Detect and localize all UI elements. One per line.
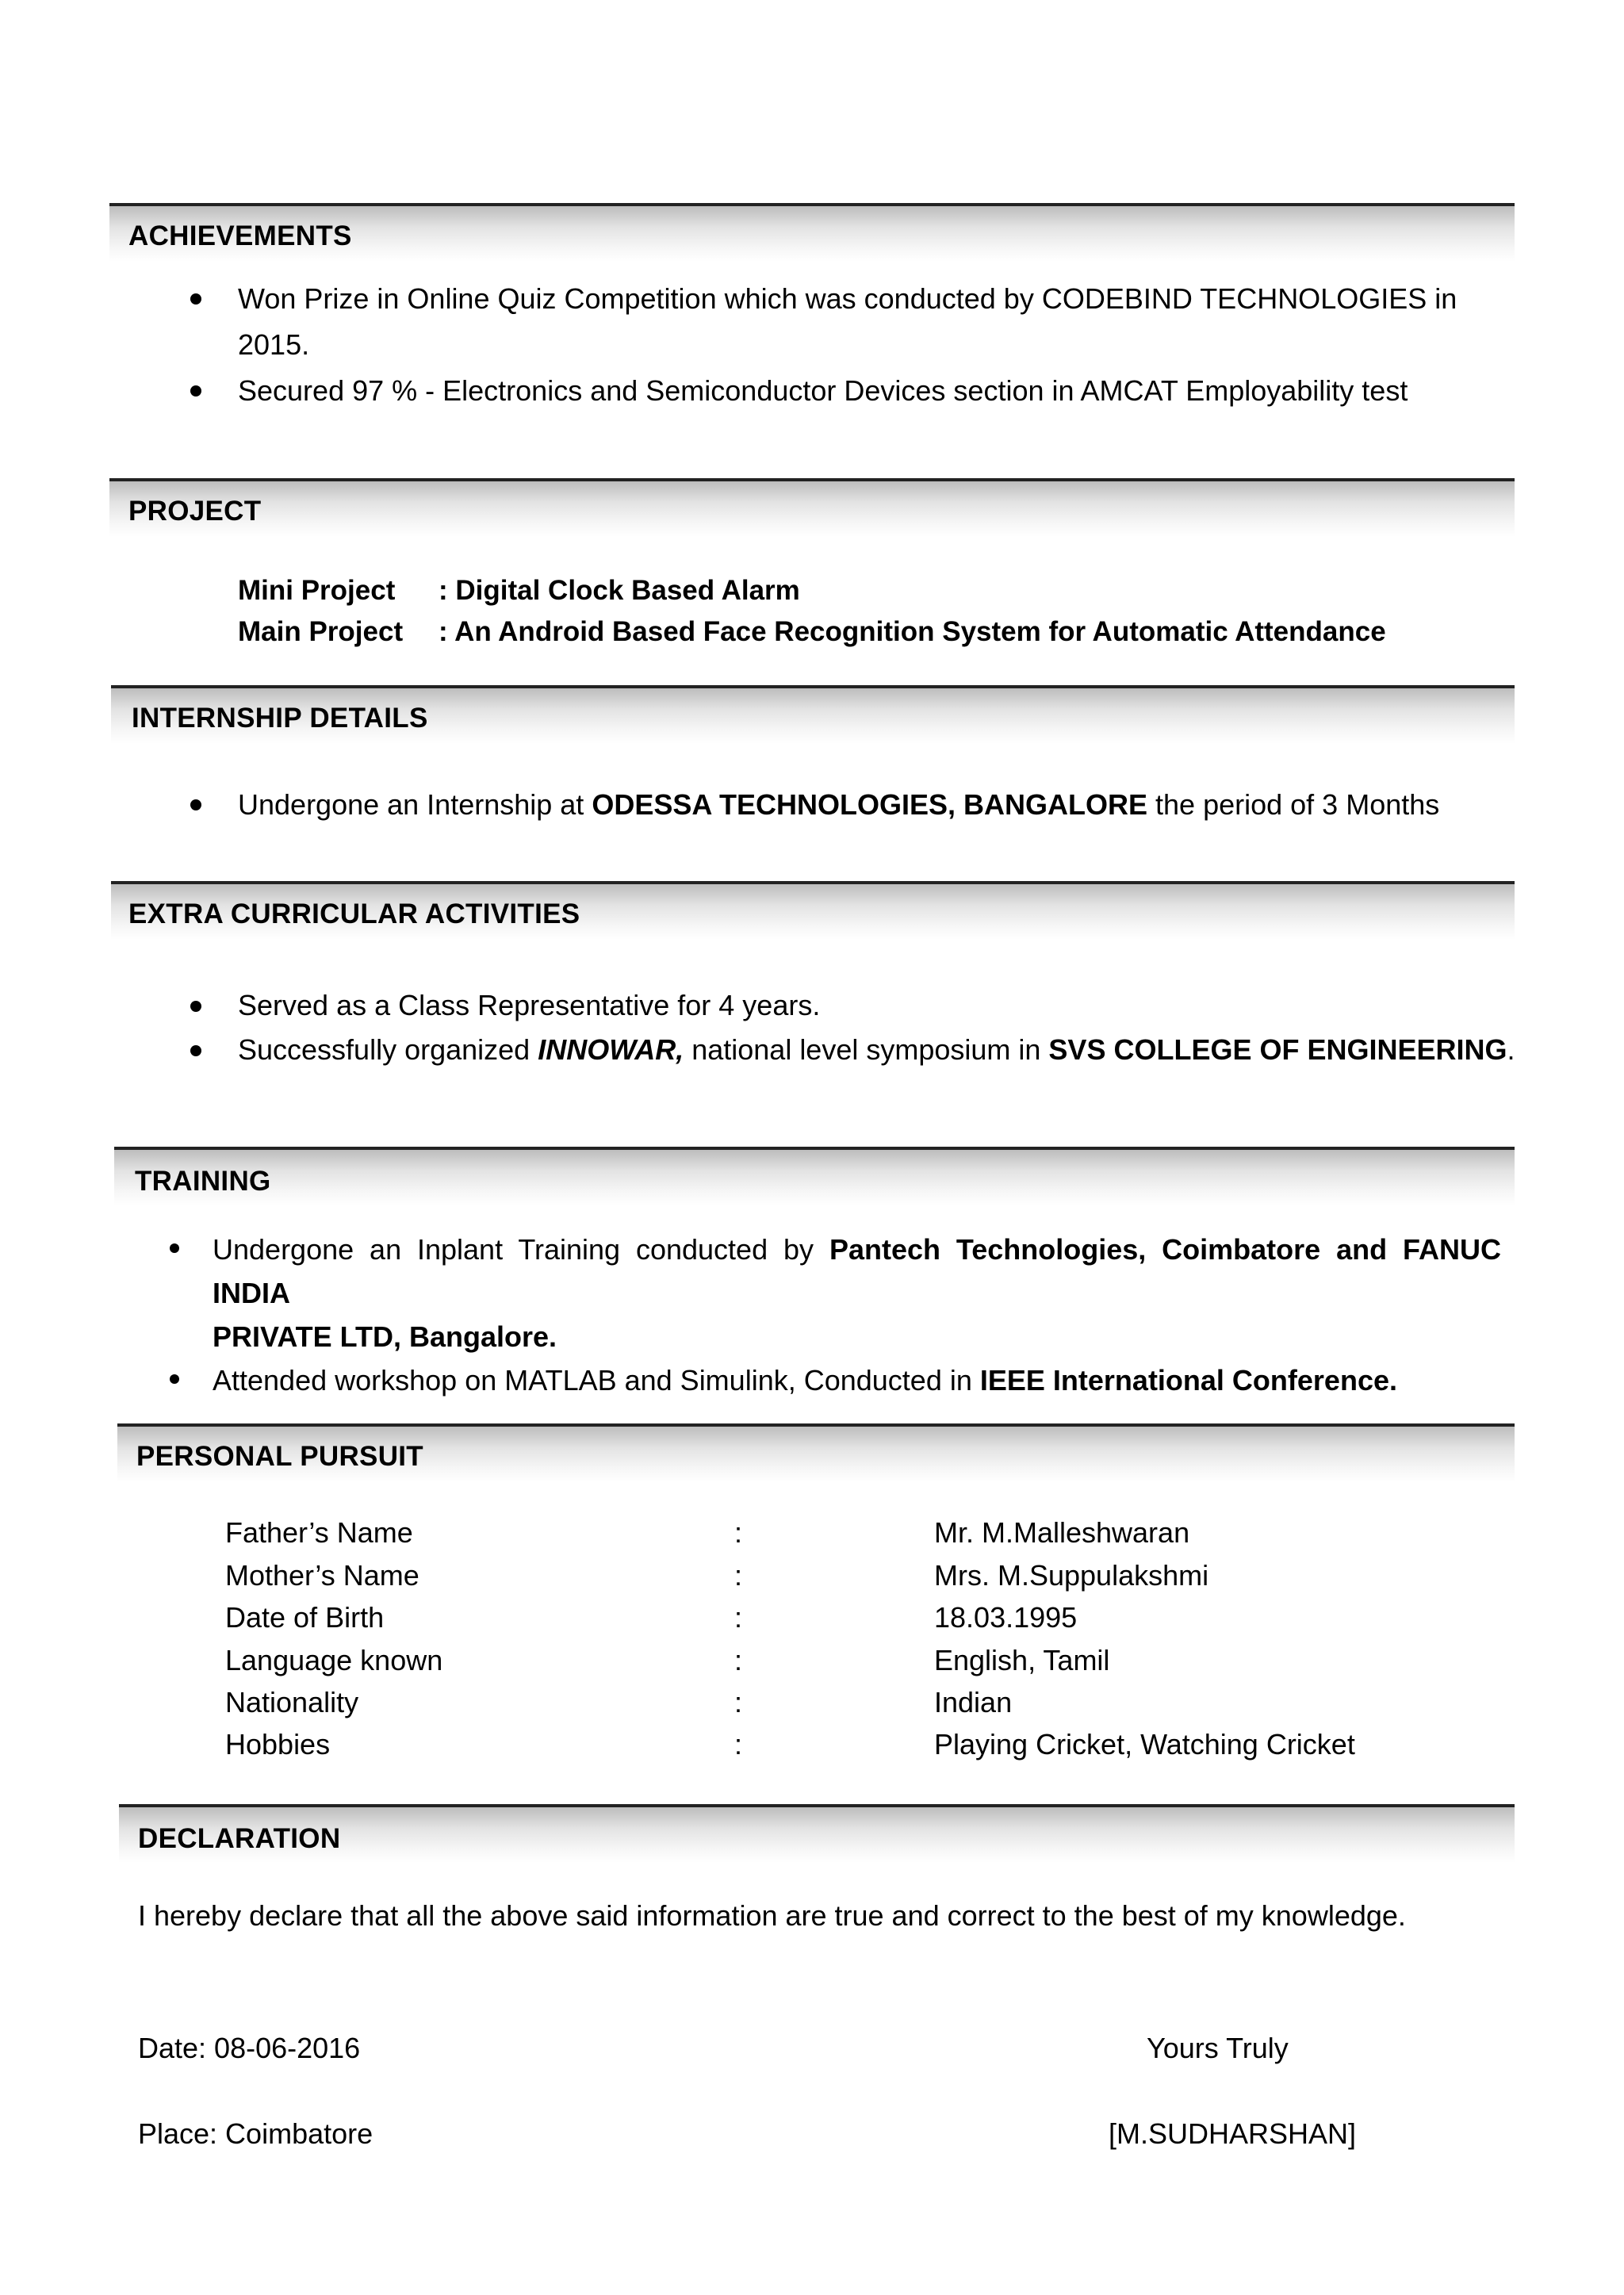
college-name: SVS COLLEGE OF ENGINEERING — [1048, 1033, 1507, 1066]
achievement-1-line1: Won Prize in Online Quiz Competition which was conducted by CODEBIND TECHNOLOGIES in — [238, 282, 1457, 315]
nationality-label: Nationality — [225, 1686, 359, 1718]
row-colon: : — [734, 1728, 743, 1761]
mini-project-label: Mini Project — [238, 575, 396, 606]
achievements-list — [238, 276, 1507, 414]
hobbies-value: Playing Cricket, Watching Cricket — [934, 1728, 1355, 1761]
language-label: Language known — [225, 1644, 443, 1676]
training-2-conference: IEEE International Conference. — [979, 1364, 1397, 1397]
declaration-signature: [M.SUDHARSHAN] — [1109, 2117, 1357, 2150]
main-project-value: : An Android Based Face Recognition System for Automatic Attendance — [439, 616, 1386, 647]
dob-value: 18.03.1995 — [934, 1601, 1078, 1634]
list-item — [213, 1228, 1501, 1358]
achievements-title: ACHIEVEMENTS — [128, 220, 352, 251]
mother-name-label: Mother’s Name — [225, 1559, 419, 1592]
mother-name-value: Mrs. M.Suppulakshmi — [934, 1559, 1209, 1592]
row-colon: : — [734, 1516, 743, 1549]
declaration-title: DECLARATION — [138, 1823, 341, 1854]
list-item — [238, 368, 1507, 414]
list-item — [238, 983, 1507, 1028]
internship-company: ODESSA TECHNOLOGIES, BANGALORE — [592, 788, 1148, 821]
list-item — [238, 782, 1507, 828]
declaration-place: Place: Coimbatore — [138, 2117, 373, 2150]
training-1-companies: Pantech Technologies, Coimbatore and FANUC INDIA — [213, 1233, 1501, 1309]
personal-row-mother — [225, 1554, 1415, 1597]
achievement-2-text: Secured 97 % - Electronics and Semiconductor Devices section in AMCAT Employability test — [238, 374, 1408, 407]
training-header-band — [114, 1147, 1515, 1205]
personal-row-dob — [225, 1596, 1415, 1639]
list-item — [238, 276, 1507, 368]
list-item — [238, 1028, 1515, 1072]
personal-title: PERSONAL PURSUIT — [136, 1441, 423, 1472]
internship-text-pre: Undergone an Internship at — [238, 788, 592, 821]
symposium-name: INNOWAR, — [538, 1033, 684, 1066]
training-list — [213, 1228, 1501, 1402]
father-name-value: Mr. M.Malleshwaran — [934, 1516, 1190, 1549]
bullet-icon — [170, 1374, 179, 1384]
declaration-text: I hereby declare that all the above said information are true and correct to the best of my knowledge. — [138, 1899, 1406, 1932]
internship-list — [238, 782, 1507, 828]
training-1-companies-cont: PRIVATE LTD, Bangalore. — [213, 1320, 557, 1353]
row-colon: : — [734, 1559, 743, 1592]
project-header-band — [109, 478, 1515, 537]
achievements-header-band — [109, 203, 1515, 262]
extra-curricular-header-band — [111, 881, 1515, 940]
bullet-icon — [190, 293, 201, 305]
extra-curricular-2-pre: Successfully organized — [238, 1033, 538, 1066]
hobbies-label: Hobbies — [225, 1728, 331, 1761]
bullet-icon — [190, 1001, 201, 1012]
personal-row-language — [225, 1639, 1415, 1682]
personal-header-band — [117, 1423, 1515, 1482]
training-2-pre: Attended workshop on MATLAB and Simulink, Conducted in — [213, 1364, 980, 1397]
father-name-label: Father’s Name — [225, 1516, 413, 1549]
nationality-value: Indian — [934, 1686, 1013, 1718]
main-project-label: Main Project — [238, 616, 404, 647]
personal-row-nationality — [225, 1681, 1415, 1724]
bullet-icon — [190, 385, 201, 397]
extra-curricular-title: EXTRA CURRICULAR ACTIVITIES — [128, 898, 580, 929]
declaration-closing: Yours Truly — [1147, 2032, 1289, 2064]
extra-curricular-list — [238, 983, 1515, 1072]
personal-row-father — [225, 1511, 1415, 1554]
internship-title: INTERNSHIP DETAILS — [132, 703, 428, 734]
internship-header-band — [111, 685, 1515, 744]
bullet-icon — [190, 799, 201, 810]
dob-label: Date of Birth — [225, 1601, 385, 1634]
project-title: PROJECT — [128, 496, 262, 527]
training-1-pre: Undergone an Inplant Training conducted by — [213, 1233, 829, 1266]
bullet-icon — [170, 1243, 179, 1253]
internship-text-post: the period of 3 Months — [1147, 788, 1440, 821]
training-title: TRAINING — [135, 1166, 271, 1197]
bullet-icon — [190, 1045, 201, 1056]
personal-row-hobbies — [225, 1723, 1415, 1766]
list-item — [213, 1358, 1501, 1402]
extra-curricular-2-post: . — [1507, 1033, 1515, 1066]
row-colon: : — [734, 1644, 743, 1676]
declaration-header-band — [119, 1804, 1515, 1863]
row-colon: : — [734, 1686, 743, 1718]
row-colon: : — [734, 1601, 743, 1634]
language-value: English, Tamil — [934, 1644, 1110, 1676]
mini-project-value: : Digital Clock Based Alarm — [439, 575, 800, 606]
achievement-1-line2: 2015. — [238, 328, 310, 361]
declaration-date: Date: 08-06-2016 — [138, 2032, 361, 2064]
extra-curricular-1-text: Served as a Class Representative for 4 years. — [238, 989, 821, 1021]
extra-curricular-2-mid: national level symposium in — [684, 1033, 1049, 1066]
